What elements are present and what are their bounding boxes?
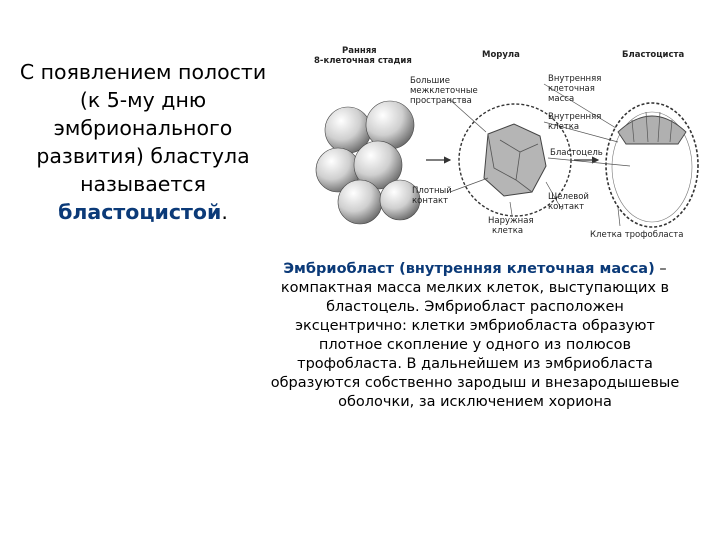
left-text-end: . [221,200,228,224]
label-tight-2: контакт [412,196,449,206]
label-icm-1: Внутренняя [548,74,602,84]
label-blastocoel: Бластоцель [550,148,603,158]
label-blastocyst: Бластоциста [622,50,685,60]
label-gap-1: Щелевой [548,192,589,202]
label-outer-1: Наружная [488,216,534,226]
label-inner-2: клетка [548,122,580,132]
label-outer-2: клетка [492,226,524,236]
blastocyst-description [18,58,268,226]
embryo-development-diagram [300,40,700,250]
label-early: Ранняя [342,46,377,56]
label-eight-cell: 8-клеточная стадия [314,56,412,66]
label-spaces-1: Большие [410,76,451,86]
left-text-body: С появлением полости (к 5-му дню эмбрионального развития) бластула называется [19,60,267,196]
label-morula: Морула [482,50,520,60]
label-spaces-3: пространства [410,96,472,106]
label-icm-3: масса [548,94,575,104]
embryoblast-text: – компактная масса мелких клеток, выступающих в бластоцель. Эмбриобласт расположен эксцентрично: клетки эмбриобласта образуют плотное скопление у одного из полюсов трофобласта. В дальнейшем из эмбриобласта образуются собственно зародыш и внезародышевые оболочки, за исключением хориона [270,261,680,410]
embryoblast-description [270,260,680,412]
eight-cell-stage [316,101,420,224]
label-tight-1: Плотный [412,186,452,196]
label-inner-1: Внутренняя [548,112,602,122]
label-icm-2: клеточная [548,84,595,94]
label-trophoblast: Клетка трофобласта [590,230,684,240]
blastocyst-term: бластоцистой [58,200,222,224]
embryoblast-term: Эмбриобласт (внутренняя клеточная масса) [283,261,655,277]
label-gap-2: контакт [548,202,585,212]
label-spaces-2: межклеточные [410,86,478,96]
